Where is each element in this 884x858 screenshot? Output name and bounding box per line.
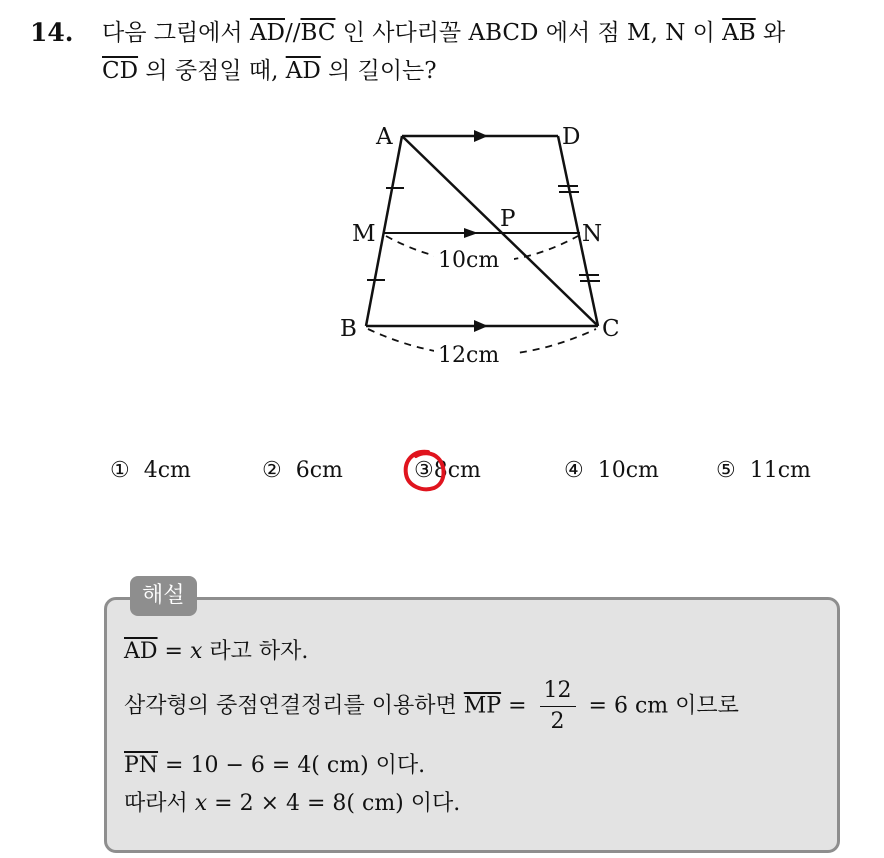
choice-4-mark: ④	[564, 458, 584, 483]
solution-line-1	[124, 634, 308, 665]
point-m-label: M	[352, 221, 376, 247]
choice-3-text: 8cm	[433, 458, 481, 483]
solution-text: 따라서	[124, 791, 195, 816]
segment-bc: $\overline{BC}$	[300, 20, 336, 46]
solution-text: 삼각형의 중점연결정리를 이용하면	[124, 693, 464, 719]
selected-answer-circle-icon	[400, 446, 450, 496]
point-n-label: N	[582, 221, 603, 247]
arrow-ad	[474, 130, 488, 142]
choice-2-text: 6cm	[295, 458, 343, 483]
point-p-label: P	[500, 206, 516, 232]
solution-text: = 10 − 6 = 4( cm) 이다.	[158, 753, 426, 778]
fraction	[540, 676, 576, 737]
vertex-d-label: D	[562, 124, 581, 150]
mn-length-label: 10cm	[438, 248, 500, 273]
choice-3-mark: ③	[414, 458, 434, 483]
choice-4-text: 10cm	[597, 458, 659, 483]
trapezoid-figure	[330, 110, 630, 380]
arrow-mn	[464, 228, 478, 238]
question-text-part: 와	[755, 20, 786, 46]
fraction-denominator: 2	[550, 709, 565, 734]
solution-tag: 해설	[130, 576, 197, 616]
solution-segment-mp: $\overline{MP}$	[463, 693, 502, 719]
choice-2[interactable]	[262, 458, 343, 483]
solution-text: 라고 하자.	[202, 639, 309, 664]
choice-5[interactable]	[716, 458, 811, 483]
choice-4[interactable]	[564, 458, 659, 483]
vertex-b-label: B	[340, 316, 357, 342]
parallel-symbol: //	[285, 20, 301, 46]
question-text-part: 다음 그림에서	[102, 20, 250, 46]
choice-2-mark: ②	[262, 458, 282, 483]
question-text-part: 의 중점일 때,	[138, 58, 286, 84]
question-text	[102, 14, 872, 90]
solution-equals: =	[157, 639, 190, 664]
choice-5-mark: ⑤	[716, 458, 736, 483]
choice-1-mark: ①	[110, 458, 130, 483]
question-text-part: 의 길이는?	[320, 58, 437, 84]
solution-line-3	[124, 748, 425, 779]
solution-line-2	[124, 676, 739, 737]
fraction-numerator: 12	[540, 676, 576, 707]
question-line-2	[102, 52, 872, 90]
choice-1-text: 4cm	[143, 458, 191, 483]
segment-ad: $\overline{AD}$	[249, 20, 285, 46]
solution-segment-ad: $\overline{AD}$	[124, 639, 158, 664]
question-text-part: 인 사다리꼴 ABCD 에서 점 M, N 이	[335, 20, 723, 46]
bc-length-label: 12cm	[438, 343, 500, 368]
vertex-a-label: A	[376, 124, 393, 150]
solution-text: = 6 cm 이므로	[581, 693, 739, 719]
solution-text: = 2 × 4 = 8( cm) 이다.	[207, 791, 461, 816]
arrow-bc	[474, 320, 488, 332]
solution-line-4	[124, 786, 460, 817]
solution-variable-x: x	[189, 639, 203, 664]
solution-equals: =	[501, 693, 534, 719]
solution-variable-x: x	[194, 791, 208, 816]
solution-segment-pn: $\overline{PN}$	[124, 753, 159, 778]
choice-5-text: 11cm	[749, 458, 811, 483]
choice-1[interactable]	[110, 458, 191, 483]
question-number: 14.	[30, 18, 74, 47]
answer-choices	[0, 458, 884, 498]
segment-ad-2: $\overline{AD}$	[285, 58, 321, 84]
segment-ab: $\overline{AB}$	[722, 20, 756, 46]
question-line-1	[102, 14, 872, 52]
segment-cd: $\overline{CD}$	[102, 58, 139, 84]
vertex-c-label: C	[602, 316, 620, 342]
